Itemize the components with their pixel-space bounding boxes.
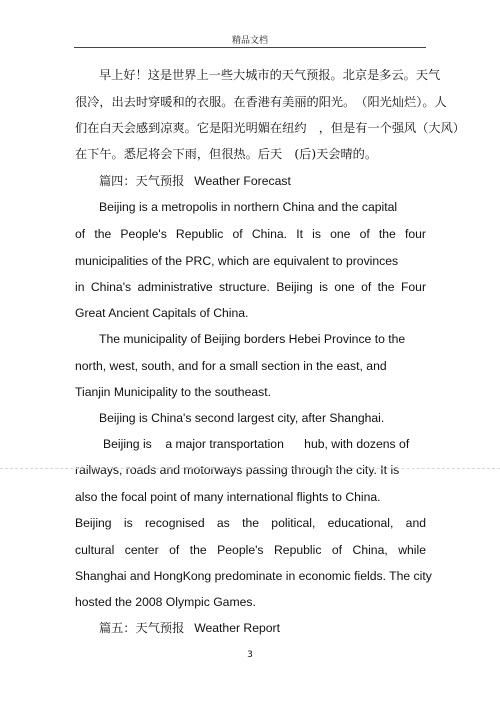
section-4-heading-en: Weather Forecast xyxy=(194,174,291,188)
p5-line-1: Beijing is recognised as the political, educational, and xyxy=(75,516,426,530)
p1-line-3: municipalities of the PRC, which are equivalent to provinces xyxy=(75,254,399,268)
dashed-divider xyxy=(0,468,500,469)
page-number: 3 xyxy=(247,650,253,660)
section-5-heading-en: Weather Report xyxy=(194,621,280,635)
section-5-heading-cn: 篇五：天气预报 xyxy=(99,621,185,635)
p1-line-2: of the People's Republic of China. It is one of the four xyxy=(75,227,426,241)
p1-line-1: Beijing is a metropolis in northern China and the capital xyxy=(99,200,398,214)
section-5-heading xyxy=(99,621,280,636)
p5-line-3: Shanghai and HongKong predominate in economic fields. The city xyxy=(75,569,432,583)
p4-line-1: Beijing is a major transportation hub, with dozens of xyxy=(103,437,410,451)
header-rule xyxy=(74,47,426,48)
section-4-heading xyxy=(99,174,291,189)
p3-line-1: Beijing is China's second largest city, after Shanghai. xyxy=(99,411,385,425)
page-header: 精品文档 xyxy=(231,36,268,46)
p1-line-4: in China's administrative structure. Beijing is one of the Four xyxy=(75,280,426,294)
p5-line-4: hosted the 2008 Olympic Games. xyxy=(75,595,256,609)
p4-line-3: also the focal point of many international flights to China. xyxy=(75,490,381,504)
cn-line-2: 很冷，出去时穿暖和的衣服。在香港有美丽的阳光。 （阳光灿烂）。人 xyxy=(75,95,447,109)
p2-line-1: The municipality of Beijing borders Hebei Province to the xyxy=(99,332,406,346)
cn-line-4: 在下午。悉尼将会下雨，但很热。后天 (后)天会晴的。 xyxy=(75,147,378,161)
p4-line-2: railways, roads and motorways passing through the city. It is xyxy=(75,463,400,477)
p2-line-2: north, west, south, and for a small section in the east, and xyxy=(75,359,387,373)
cn-line-1: 早上好！这是世界上一些大城市的天气预报。北京是多云。天气 xyxy=(99,68,441,82)
cn-line-3: 们在白天会感到凉爽。它是阳光明媚在纽约 ，但是有一个强风（大风） xyxy=(75,121,465,135)
p2-line-3: Tianjin Municipality to the southeast. xyxy=(75,385,272,399)
p1-line-5: Great Ancient Capitals of China. xyxy=(75,306,249,320)
p5-line-2: cultural center of the People's Republic of China, while xyxy=(75,543,426,557)
section-4-heading-cn: 篇四：天气预报 xyxy=(99,174,185,188)
